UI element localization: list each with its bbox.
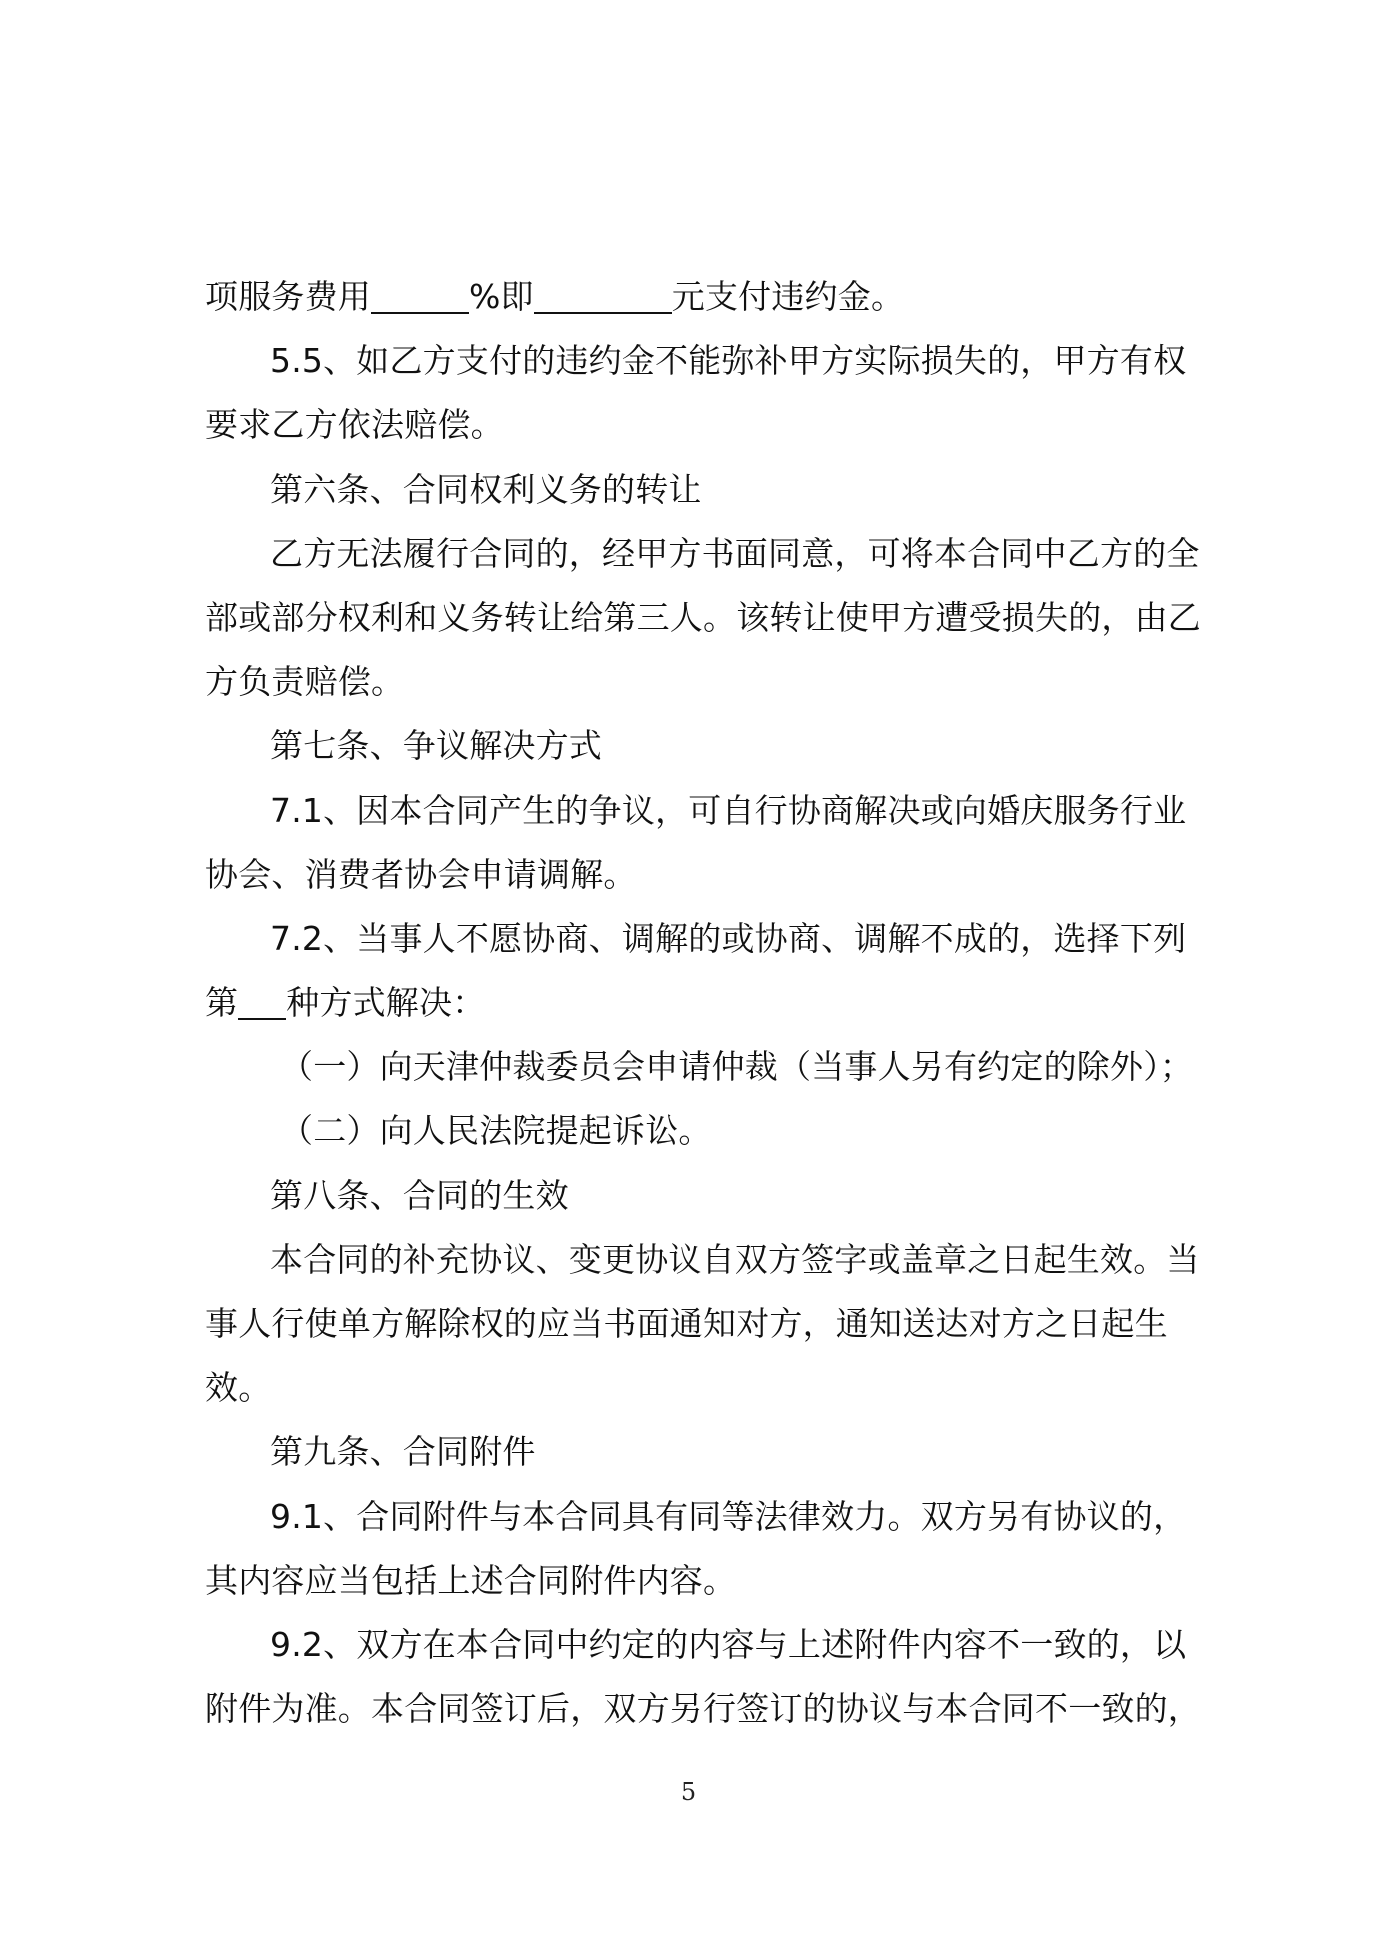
fill-blank-amount [534,276,672,314]
document-body [205,265,1201,1741]
text-line: 协会、消费者协会申请调解。 [205,854,637,894]
article-heading: 第九条、合同附件 [270,1432,536,1472]
text-segment: 种方式解决： [286,983,486,1023]
text-line: 9.2、双方在本合同中约定的内容与上述附件内容不一致的，以 [270,1624,1187,1664]
text-line: 7.2、当事人不愿协商、调解的或协商、调解不成的，选择下列 [270,918,1187,958]
article-heading: 第八条、合同的生效 [270,1175,569,1215]
option-item: （一）向天津仲裁委员会申请仲裁（当事人另有约定的除外）； [280,1047,1194,1087]
text-line: 5.5、如乙方支付的违约金不能弥补甲方实际损失的，甲方有权 [270,341,1187,381]
text-line: 效。 [205,1368,272,1408]
text-segment: 元支付违约金。 [671,277,905,316]
text-segment: 第 [205,983,239,1023]
fill-blank-percentage [371,276,469,314]
text-line: 部或部分权利和义务转让给第三人。该转让使甲方遭受损失的，由乙 [205,597,1201,637]
text-line: 要求乙方依法赔偿。 [205,405,504,445]
text-line: 事人行使单方解除权的应当书面通知对方，通知送达对方之日起生 [205,1304,1168,1343]
text-line: 乙方无法履行合同的，经甲方书面同意，可将本合同中乙方的全 [270,533,1200,573]
option-item: （二）向人民法院提起诉讼。 [280,1111,712,1151]
text-line: 7.1、因本合同产生的争议，可自行协商解决或向婚庆服务行业 [270,790,1187,830]
article-heading: 第六条、合同权利义务的转让 [270,469,702,509]
text-segment: 项服务费用 [205,277,371,316]
text-line: 方负责赔偿。 [205,662,405,702]
page-number: 5 [680,1778,697,1806]
fill-blank-option [238,982,286,1020]
text-line [205,265,1190,329]
article-heading: 第七条、争议解决方式 [270,726,602,766]
text-segment: %即 [469,277,534,316]
text-line [205,971,1190,1035]
text-line: 附件为准。本合同签订后，双方另行签订的协议与本合同不一致的， [205,1689,1201,1729]
text-line: 其内容应当包括上述合同附件内容。 [205,1560,737,1600]
text-line: 本合同的补充协议、变更协议自双方签字或盖章之日起生效。当 [270,1239,1200,1279]
text-line: 9.1、合同附件与本合同具有同等法律效力。双方另有协议的， [270,1496,1187,1536]
